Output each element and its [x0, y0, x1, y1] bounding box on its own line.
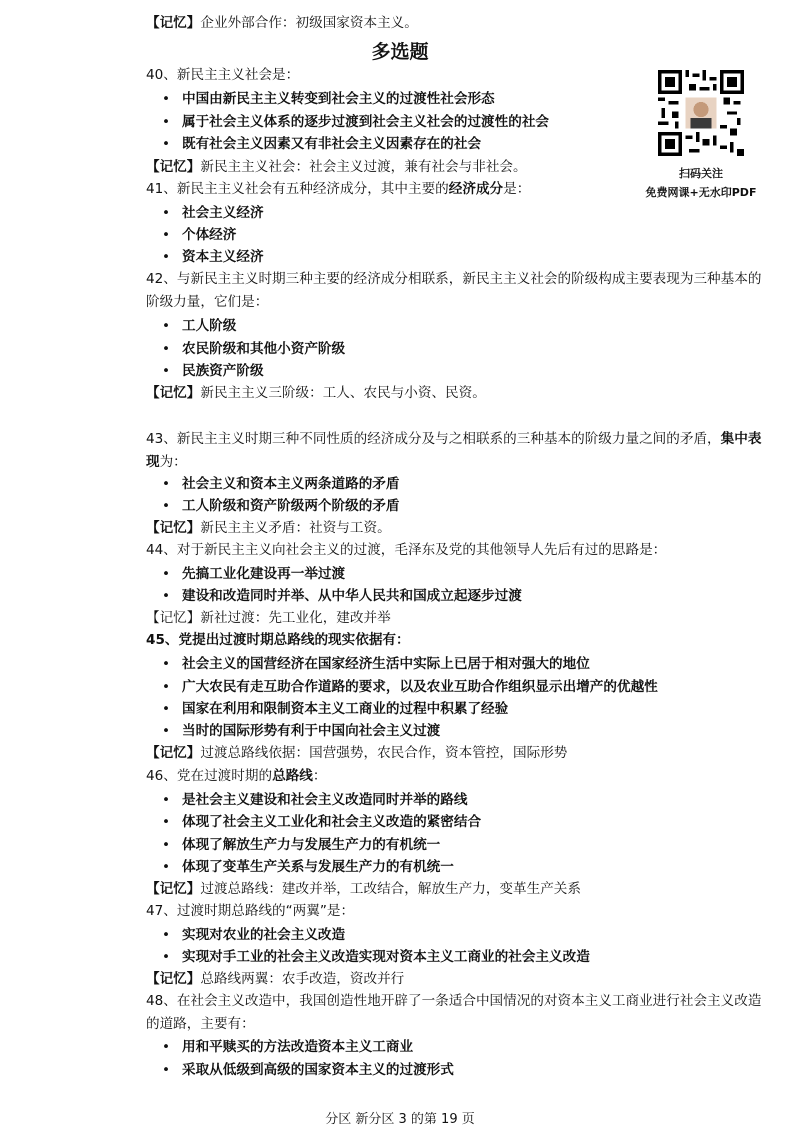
page-footer: 分区 新分区 3 的第 19 页 [325, 1112, 475, 1127]
answer-bullet: • 国家在利用和限制资本主义工商业的过程中积累了经验 [162, 699, 508, 719]
answer-bullet: • 当时的国际形势有利于中国向社会主义过渡 [162, 721, 440, 741]
memo-line: 【记忆】新社过渡：先工业化，建改并举 [146, 610, 391, 626]
question-text: 42、与新民主主义时期三种主要的经济成分相联系，新民主主义社会的阶级构成主要表现为三种基本的阶级力量，它们是： [146, 271, 762, 310]
answer-bullet: • 建设和改造同时并举、从中华人民共和国成立起逐步过渡 [162, 586, 522, 606]
memo-line: 【记忆】新民主主义社会：社会主义过渡，兼有社会与非社会。 [146, 159, 527, 175]
answer-bullet: • 先搞工业化建设再一举过渡 [162, 564, 345, 584]
answer-bullet: • 用和平赎买的方法改造资本主义工商业 [162, 1037, 413, 1057]
memo-line: 【记忆】总路线两翼：农手改造，资改并行 [146, 971, 405, 987]
question-text: 47、过渡时期总路线的“两翼”是： [146, 903, 355, 919]
question-text: 41、新民主主义社会有五种经济成分，其中主要的经济成分是： [146, 181, 531, 197]
answer-bullet: • 体现了社会主义工业化和社会主义改造的紧密结合 [162, 812, 481, 832]
memo-line: 【记忆】企业外部合作：初级国家资本主义。 [146, 15, 418, 31]
answer-bullet: • 中国由新民主主义转变到社会主义的过渡性社会形态 [162, 89, 495, 109]
qr-caption: 扫码关注 [679, 167, 723, 180]
section-heading: 多选题 [371, 41, 429, 63]
answer-bullet: • 属于社会主义体系的逐步过渡到社会主义社会的过渡性的社会 [162, 112, 549, 132]
answer-bullet: • 农民阶级和其他小资产阶级 [162, 339, 345, 359]
answer-bullet: • 既有社会主义因素又有非社会主义因素存在的社会 [162, 134, 481, 154]
question-text: 44、对于新民主主义向社会主义的过渡，毛泽东及党的其他领导人先后有过的思路是： [146, 542, 667, 558]
answer-bullet: • 体现了变革生产关系与发展生产力的有机统一 [162, 857, 454, 877]
answer-bullet: • 社会主义和资本主义两条道路的矛盾 [162, 474, 400, 494]
answer-bullet: • 个体经济 [162, 225, 236, 245]
qr-caption: 免费网课+无水印PDF [645, 186, 757, 199]
memo-line: 【记忆】新民主主义矛盾：社资与工资。 [146, 520, 391, 536]
answer-bullet: • 体现了解放生产力与发展生产力的有机统一 [162, 835, 440, 855]
answer-bullet: • 社会主义的国营经济在国家经济生活中实际上已居于相对强大的地位 [162, 654, 590, 674]
memo-line: 【记忆】新民主主义三阶级：工人、农民与小资、民资。 [146, 385, 486, 401]
question-text: 40、新民主主义社会是： [146, 67, 300, 83]
answer-bullet: • 社会主义经济 [162, 203, 264, 223]
answer-bullet: • 资本主义经济 [162, 247, 264, 267]
answer-bullet: • 实现对手工业的社会主义改造实现对资本主义工商业的社会主义改造 [162, 947, 590, 967]
answer-bullet: • 广大农民有走互助合作道路的要求，以及农业互助合作组织显示出增产的优越性 [162, 677, 658, 697]
memo-line: 【记忆】过渡总路线：建改并举，工改结合，解放生产力，变革生产关系 [146, 881, 581, 897]
answer-bullet: • 工人阶级 [162, 316, 236, 336]
answer-bullet: • 采取从低级到高级的国家资本主义的过渡形式 [162, 1060, 454, 1080]
question-text: 48、在社会主义改造中，我国创造性地开辟了一条适合中国情况的对资本主义工商业进行社会主义改造的道路，主要有： [146, 993, 762, 1032]
question-text: 46、党在过渡时期的总路线： [146, 768, 327, 784]
answer-bullet: • 实现对农业的社会主义改造 [162, 925, 345, 945]
answer-bullet: • 民族资产阶级 [162, 361, 264, 381]
question-text: 43、新民主主义时期三种不同性质的经济成分及与之相联系的三种基本的阶级力量之间的矛盾，集中表现为： [146, 431, 762, 470]
answer-bullet: • 是社会主义建设和社会主义改造同时并举的路线 [162, 790, 467, 810]
memo-line: 【记忆】过渡总路线依据：国营强势，农民合作，资本管控，国际形势 [146, 745, 568, 761]
question-text: 45、党提出过渡时期总路线的现实依据有： [146, 632, 410, 648]
answer-bullet: • 工人阶级和资产阶级两个阶级的矛盾 [162, 496, 400, 516]
